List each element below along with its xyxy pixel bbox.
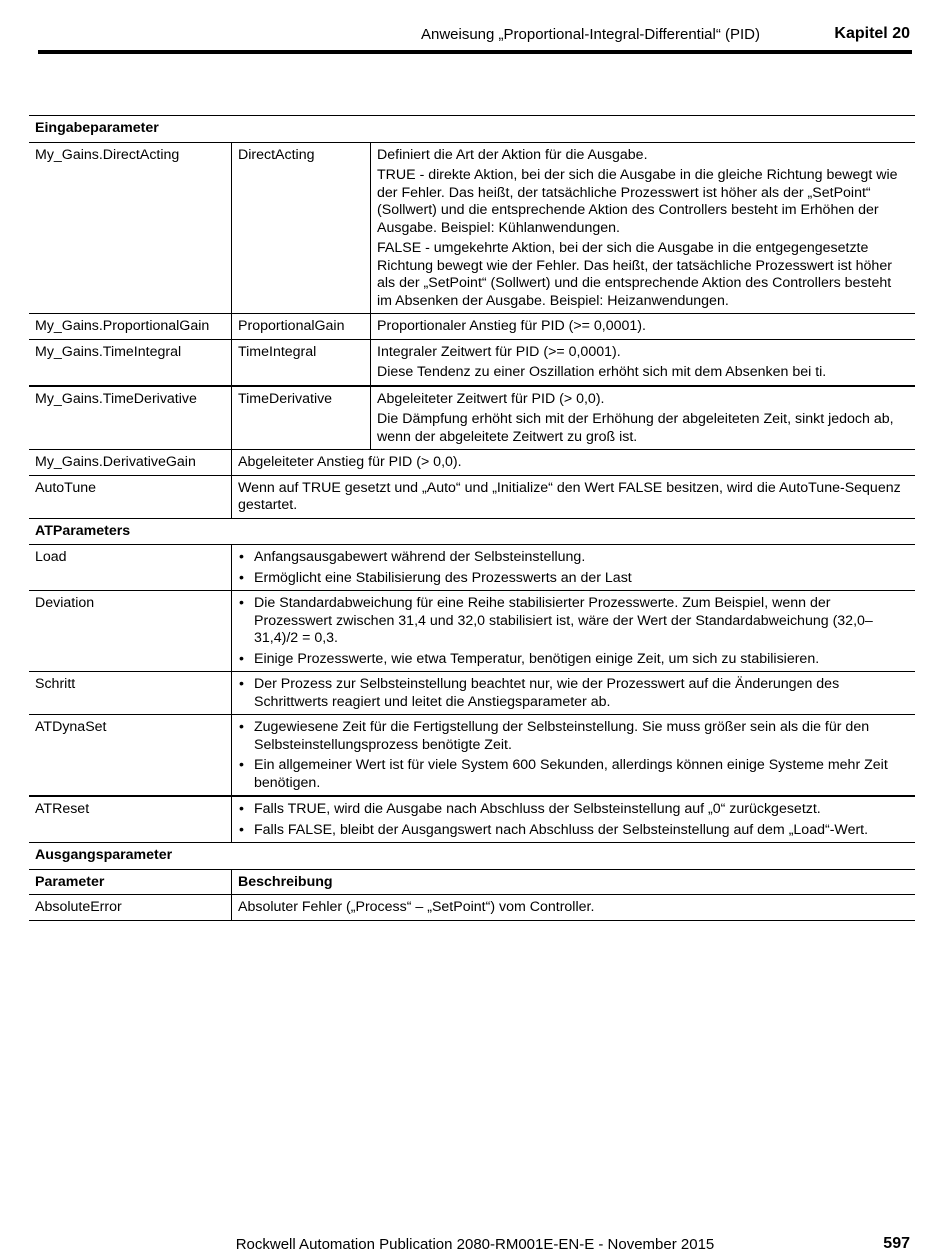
bullet-list — [238, 549, 909, 587]
parameter-table-body — [29, 116, 915, 921]
footer-publication: Rockwell Automation Publication 2080-RM001E-EN-E - November 2015 — [235, 1236, 715, 1253]
bullet-list — [238, 676, 909, 711]
description-cell — [232, 796, 916, 843]
description-paragraph: Die Dämpfung erhöht sich mit der Erhöhung der abgeleiteten Zeit, sinkt jedoch ab, wenn der abgeleitete Zeitwert zu groß ist. — [377, 411, 894, 445]
table-row — [29, 715, 915, 797]
bullet-list — [238, 595, 909, 668]
param-name-cell: Load — [29, 545, 232, 591]
bullet-list — [238, 801, 909, 839]
bullet-item: • Falls FALSE, bleibt der Ausgangswert nach Abschluss der Selbsteinstellung auf dem „Load“-Wert. — [254, 822, 909, 840]
chapter-label: Kapitel 20 — [834, 25, 910, 42]
bullet-item: • Falls TRUE, wird die Ausgabe nach Abschluss der Selbsteinstellung auf „0“ zurückgesetzt. — [254, 801, 909, 819]
member-name-cell: TimeDerivative — [232, 386, 371, 450]
description-paragraph: Definiert die Art der Aktion für die Ausgabe. — [377, 146, 648, 163]
member-name-cell: TimeIntegral — [232, 339, 371, 386]
table-row — [29, 142, 915, 314]
description-paragraph: FALSE - umgekehrte Aktion, bei der sich die Ausgabe in die entgegengesetzte Richtung bewegt wie der Fehler. Das heißt, der tatsächliche Prozesswert ist höher als der „SetPoint“ (Sollwert) und die entsprechende Aktion des Controllers besteht im Absenken der Ausgabe. Beispiel: Heizanwendungen. — [377, 240, 892, 309]
parameter-table — [29, 115, 915, 921]
table-row — [29, 895, 915, 921]
description-paragraph: TRUE - direkte Aktion, bei der sich die Ausgabe in die gleiche Richtung bewegt wie der Fehler. Das heißt, der tatsächliche Prozesswert ist höher als der „SetPoint“ (Sollwert) und die entsprechende Aktion des Controllers besteht im Erhöhen der Ausgabe. Beispiel: Kühlanwendungen. — [377, 167, 898, 236]
param-name-cell: ATReset — [29, 796, 232, 843]
description-paragraph: Integraler Zeitwert für PID (>= 0,0001). — [377, 343, 621, 360]
description-cell — [371, 314, 916, 340]
table-row — [29, 450, 915, 476]
member-name-cell: DirectActing — [232, 142, 371, 314]
description-cell — [232, 591, 916, 672]
description-cell: Abgeleiteter Anstieg für PID (> 0,0). — [232, 450, 916, 476]
header-title: Anweisung „Proportional-Integral-Differential“ (PID) — [420, 26, 760, 43]
param-name-cell: ATDynaSet — [29, 715, 232, 797]
page-header — [38, 24, 912, 44]
bullet-item: • Die Standardabweichung für eine Reihe stabilisierter Prozesswerte. Zum Beispiel, wenn der Prozesswert zwischen 31,4 und 32,0 stabilisiert ist, wäre der Wert der Standardabweichung (32,0–31,4)/2 = 0,3. — [254, 595, 909, 648]
table-row — [29, 796, 915, 843]
description-cell — [371, 386, 916, 450]
param-name-cell: Schritt — [29, 672, 232, 715]
description-cell — [371, 339, 916, 386]
description-paragraph: Abgeleiteter Zeitwert für PID (> 0,0). — [377, 390, 605, 407]
column-header-parameter: Parameter — [29, 869, 232, 895]
column-header-description: Beschreibung — [232, 869, 916, 895]
table-row — [29, 591, 915, 672]
param-name-cell: My_Gains.DirectActing — [29, 142, 232, 314]
table-row — [29, 475, 915, 518]
description-cell — [232, 545, 916, 591]
param-name-cell: My_Gains.TimeDerivative — [29, 386, 232, 450]
section-title-input: Eingabeparameter — [29, 116, 915, 143]
param-name-cell: AutoTune — [29, 475, 232, 518]
bullet-item: • Zugewiesene Zeit für die Fertigstellung der Selbsteinstellung. Sie muss größer sein als die für den Selbsteinstellungsprozess benötigte Zeit. — [254, 719, 909, 754]
description-cell: Wenn auf TRUE gesetzt und „Auto“ und „Initialize“ den Wert FALSE besitzen, wird die AutoTune-Sequenz gestartet. — [232, 475, 916, 518]
section-row-input — [29, 116, 915, 143]
bullet-item: • Ein allgemeiner Wert ist für viele System 600 Sekunden, allerdings können einige Systeme mehr Zeit benötigen. — [254, 757, 909, 792]
description-cell: Absoluter Fehler („Process“ – „SetPoint“) vom Controller. — [232, 895, 916, 921]
table-row — [29, 339, 915, 386]
page-number: 597 — [883, 1235, 910, 1252]
description-cell — [371, 142, 916, 314]
bullet-list — [238, 719, 909, 792]
description-cell — [232, 672, 916, 715]
table-row — [29, 314, 915, 340]
section-title-output: Ausgangsparameter — [29, 843, 915, 870]
bullet-item: • Ermöglicht eine Stabilisierung des Prozesswerts an der Last — [254, 570, 909, 588]
description-cell — [232, 715, 916, 797]
description-paragraph: Diese Tendenz zu einer Oszillation erhöht sich mit dem Absenken bei ti. — [377, 364, 827, 380]
member-name-cell: ProportionalGain — [232, 314, 371, 340]
description-paragraph: Proportionaler Anstieg für PID (>= 0,0001). — [377, 318, 646, 334]
section-row-output — [29, 843, 915, 870]
param-name-cell: AbsoluteError — [29, 895, 232, 921]
section-row-at — [29, 518, 915, 545]
table-row — [29, 672, 915, 715]
section-title-at: ATParameters — [29, 518, 915, 545]
param-name-cell: My_Gains.TimeIntegral — [29, 339, 232, 386]
column-header-row — [29, 869, 915, 895]
bullet-item: • Anfangsausgabewert während der Selbsteinstellung. — [254, 549, 909, 567]
bullet-item: • Der Prozess zur Selbsteinstellung beachtet nur, wie der Prozesswert auf die Änderungen des Schrittwerts reagiert und leitet die Anstiegsparameter ab. — [254, 676, 909, 711]
param-name-cell: My_Gains.DerivativeGain — [29, 450, 232, 476]
param-name-cell: Deviation — [29, 591, 232, 672]
table-row — [29, 545, 915, 591]
bullet-item: • Einige Prozesswerte, wie etwa Temperatur, benötigen einige Zeit, um sich zu stabilisieren. — [254, 651, 909, 669]
param-name-cell: My_Gains.ProportionalGain — [29, 314, 232, 340]
table-row — [29, 386, 915, 450]
header-rule — [38, 50, 912, 54]
